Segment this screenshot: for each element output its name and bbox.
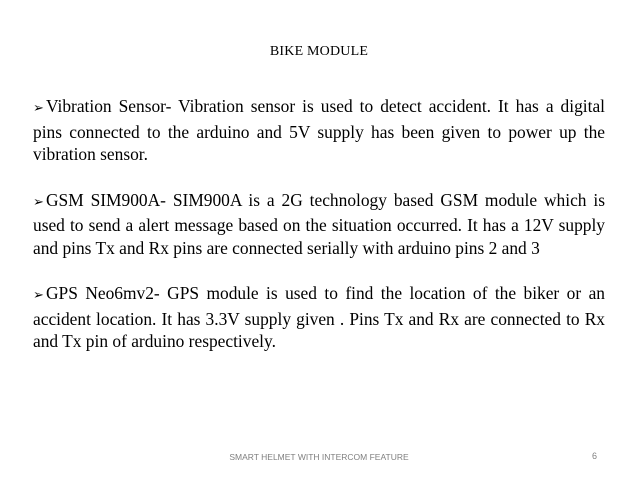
arrow-bullet-icon: ➢ xyxy=(33,288,44,303)
slide-footer: SMART HELMET WITH INTERCOM FEATURE xyxy=(229,452,409,462)
bullet-item-vibration-sensor xyxy=(33,95,605,166)
bullet-text: GSM SIM900A- SIM900A is a 2G technology based GSM module which is used to send a alert message based on the situation occurred. It has a 12V supply and pins Tx and Rx pins are connected serially with arduino pins 2 and 3 xyxy=(33,189,605,258)
arrow-bullet-icon: ➢ xyxy=(33,101,44,116)
page-number: 6 xyxy=(592,451,598,461)
bullet-item-gps xyxy=(33,282,605,353)
bullet-list xyxy=(33,95,605,353)
bullet-text: Vibration Sensor- Vibration sensor is used to detect accident. It has a digital pins connected to the arduino and 5V supply has been given to power up the vibration sensor. xyxy=(33,96,605,164)
slide-title: BIKE MODULE xyxy=(269,44,369,59)
bullet-item-gsm xyxy=(33,189,605,260)
bullet-text: GPS Neo6mv2- GPS module is used to find the location of the biker or an accident location. It has 3.3V supply given . Pins Tx and Rx are connected to Rx and Tx pin of arduino respectively. xyxy=(33,283,605,351)
arrow-bullet-icon: ➢ xyxy=(33,194,44,210)
